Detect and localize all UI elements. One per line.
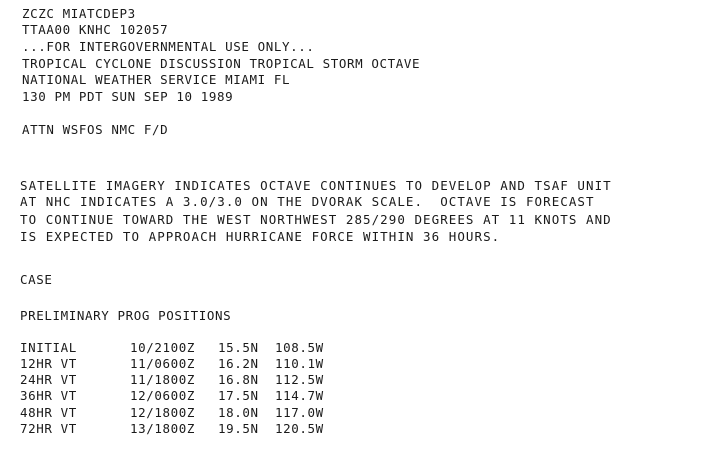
- header-line-5: NATIONAL WEATHER SERVICE MIAMI FL: [22, 72, 291, 87]
- header-line-6: 130 PM PDT SUN SEP 10 1989: [22, 89, 234, 104]
- header-line-3: ...FOR INTERGOVERNMENTAL USE ONLY...: [22, 39, 315, 54]
- position-label: 48HR VT: [20, 405, 77, 420]
- positions-title: PRELIMINARY PROG POSITIONS: [20, 308, 232, 323]
- position-lon: 108.5W: [275, 340, 324, 355]
- position-lat: 15.5N: [218, 340, 259, 355]
- position-label: 72HR VT: [20, 421, 77, 436]
- position-lat: 17.5N: [218, 388, 259, 403]
- case-label: CASE: [20, 272, 53, 287]
- position-lon: 112.5W: [275, 372, 324, 387]
- discussion-line-4: IS EXPECTED TO APPROACH HURRICANE FORCE WITHIN 36 HOURS.: [20, 229, 501, 244]
- discussion-line-2: AT NHC INDICATES A 3.0/3.0 ON THE DVORAK SCALE. OCTAVE IS FORECAST: [20, 194, 595, 209]
- header-line-1: ZCZC MIATCDEP3: [22, 6, 136, 21]
- position-time: 11/0600Z: [130, 356, 196, 371]
- position-time: 12/0600Z: [130, 388, 196, 403]
- position-lat: 16.8N: [218, 372, 259, 387]
- position-lat: 19.5N: [218, 421, 259, 436]
- attn-line: ATTN WSFOS NMC F/D: [22, 122, 169, 137]
- position-label: INITIAL: [20, 340, 77, 355]
- header-line-4: TROPICAL CYCLONE DISCUSSION TROPICAL STORM OCTAVE: [22, 56, 421, 71]
- position-lon: 120.5W: [275, 421, 324, 436]
- discussion-line-3: TO CONTINUE TOWARD THE WEST NORTHWEST 285/290 DEGREES AT 11 KNOTS AND: [20, 212, 612, 227]
- position-label: 12HR VT: [20, 356, 77, 371]
- position-lon: 114.7W: [275, 388, 324, 403]
- position-lon: 117.0W: [275, 405, 324, 420]
- position-time: 10/2100Z: [130, 340, 196, 355]
- position-lat: 18.0N: [218, 405, 259, 420]
- position-lat: 16.2N: [218, 356, 259, 371]
- position-time: 11/1800Z: [130, 372, 196, 387]
- position-lon: 110.1W: [275, 356, 324, 371]
- header-line-2: TTAA00 KNHC 102057: [22, 22, 169, 37]
- position-time: 13/1800Z: [130, 421, 196, 436]
- position-label: 36HR VT: [20, 388, 77, 403]
- position-time: 12/1800Z: [130, 405, 196, 420]
- position-label: 24HR VT: [20, 372, 77, 387]
- discussion-line-1: SATELLITE IMAGERY INDICATES OCTAVE CONTINUES TO DEVELOP AND TSAF UNIT: [20, 178, 612, 193]
